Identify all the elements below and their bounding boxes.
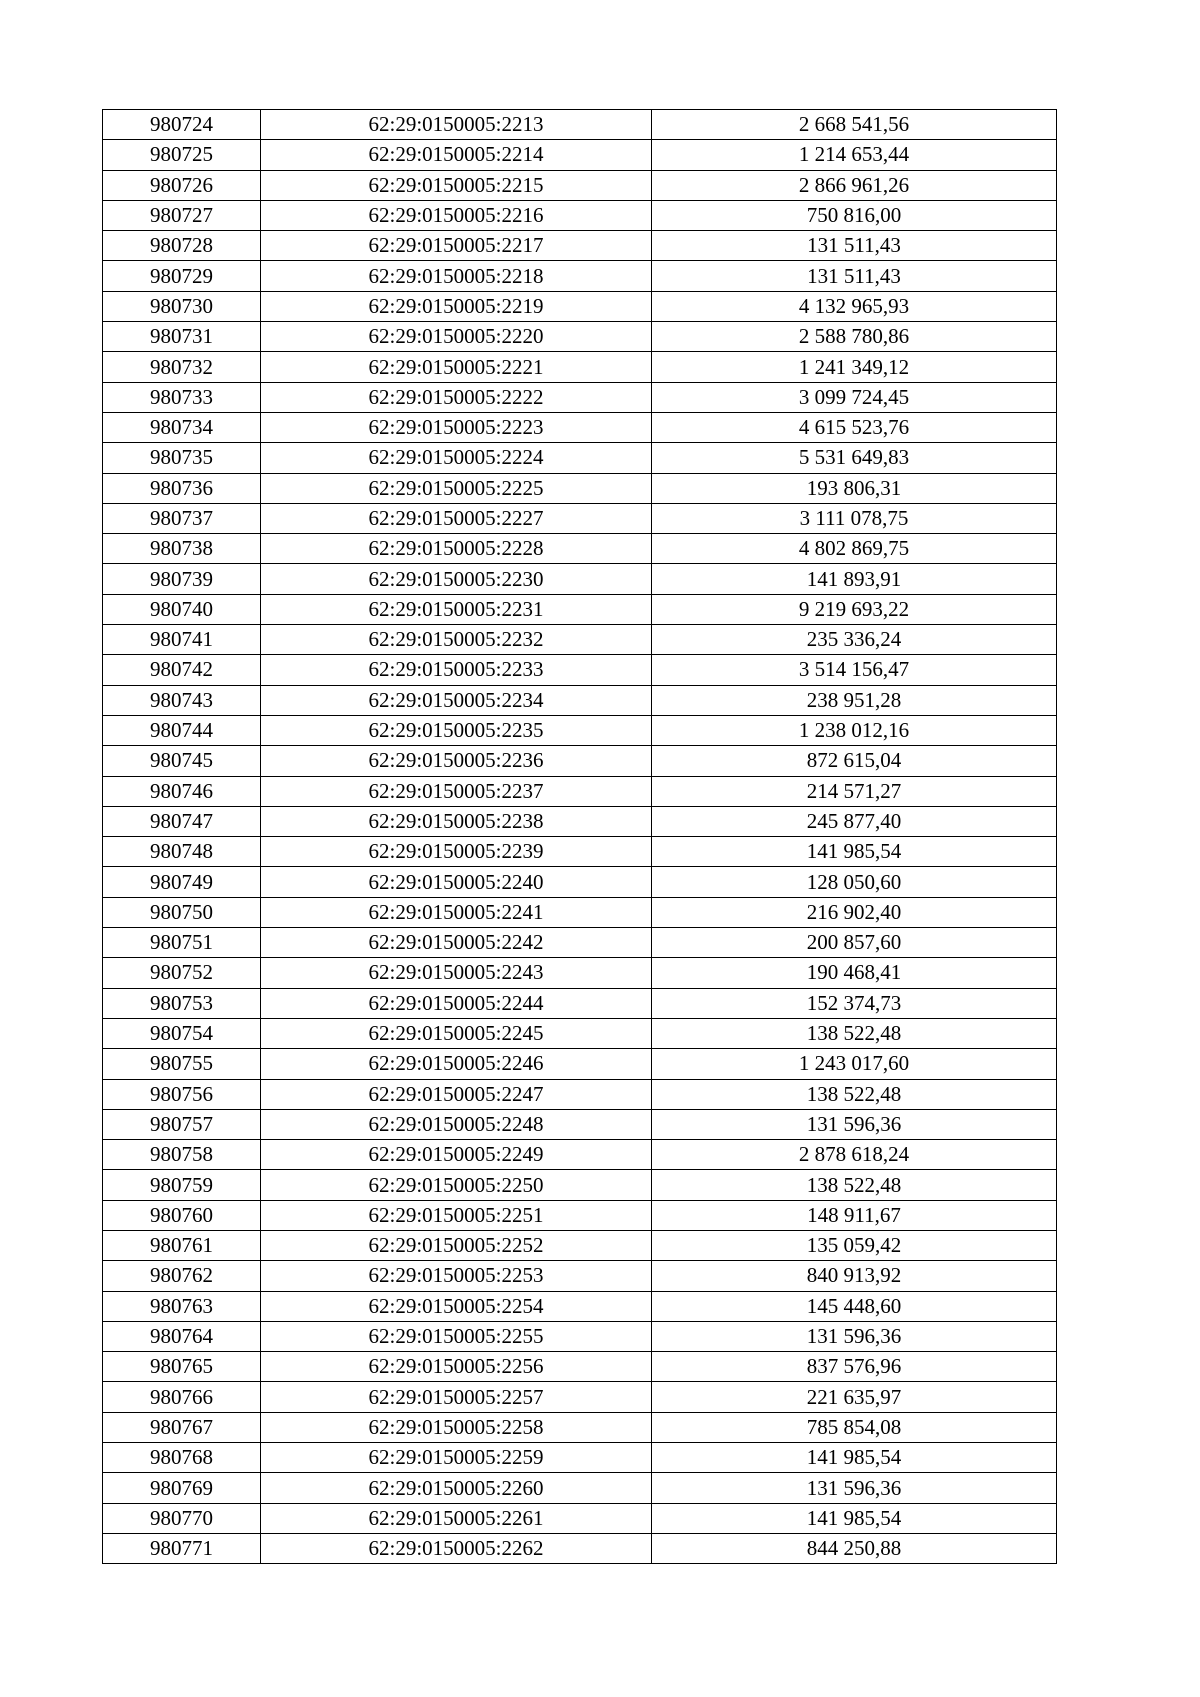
table-row	[103, 443, 1057, 473]
cadastral-value-cell: 128 050,60	[652, 867, 1057, 897]
row-number-cell: 980755	[103, 1049, 261, 1079]
table-row	[103, 1140, 1057, 1170]
cadastral-value-cell: 141 985,54	[652, 1443, 1057, 1473]
cadastral-number-cell: 62:29:0150005:2241	[261, 897, 652, 927]
cadastral-number-cell: 62:29:0150005:2238	[261, 806, 652, 836]
cadastral-number-cell: 62:29:0150005:2256	[261, 1352, 652, 1382]
cadastral-number-cell: 62:29:0150005:2224	[261, 443, 652, 473]
cadastral-number-cell: 62:29:0150005:2252	[261, 1230, 652, 1260]
row-number-cell: 980771	[103, 1533, 261, 1563]
table-row	[103, 1109, 1057, 1139]
cadastral-number-cell: 62:29:0150005:2245	[261, 1018, 652, 1048]
cadastral-number-cell: 62:29:0150005:2214	[261, 140, 652, 170]
table-row	[103, 1170, 1057, 1200]
table-row	[103, 1079, 1057, 1109]
table-row	[103, 806, 1057, 836]
cadastral-number-cell: 62:29:0150005:2259	[261, 1443, 652, 1473]
table-row	[103, 382, 1057, 412]
cadastral-value-cell: 2 668 541,56	[652, 110, 1057, 140]
cadastral-number-cell: 62:29:0150005:2250	[261, 1170, 652, 1200]
cadastral-value-cell: 844 250,88	[652, 1533, 1057, 1563]
cadastral-value-cell: 5 531 649,83	[652, 443, 1057, 473]
cadastral-value-cell: 145 448,60	[652, 1291, 1057, 1321]
row-number-cell: 980737	[103, 503, 261, 533]
cadastral-number-cell: 62:29:0150005:2223	[261, 412, 652, 442]
cadastral-value-cell: 235 336,24	[652, 625, 1057, 655]
table-row	[103, 594, 1057, 624]
row-number-cell: 980724	[103, 110, 261, 140]
cadastral-value-cell: 131 596,36	[652, 1321, 1057, 1351]
cadastral-value-cell: 131 511,43	[652, 231, 1057, 261]
row-number-cell: 980764	[103, 1321, 261, 1351]
cadastral-number-cell: 62:29:0150005:2231	[261, 594, 652, 624]
row-number-cell: 980736	[103, 473, 261, 503]
cadastral-number-cell: 62:29:0150005:2227	[261, 503, 652, 533]
table-row	[103, 746, 1057, 776]
row-number-cell: 980735	[103, 443, 261, 473]
table-row	[103, 412, 1057, 442]
row-number-cell: 980756	[103, 1079, 261, 1109]
table-row	[103, 1291, 1057, 1321]
table-row	[103, 261, 1057, 291]
row-number-cell: 980757	[103, 1109, 261, 1139]
row-number-cell: 980752	[103, 958, 261, 988]
cadastral-number-cell: 62:29:0150005:2244	[261, 988, 652, 1018]
cadastral-value-cell: 238 951,28	[652, 685, 1057, 715]
cadastral-number-cell: 62:29:0150005:2225	[261, 473, 652, 503]
cadastral-value-cell: 138 522,48	[652, 1170, 1057, 1200]
cadastral-number-cell: 62:29:0150005:2262	[261, 1533, 652, 1563]
cadastral-value-cell: 1 241 349,12	[652, 352, 1057, 382]
row-number-cell: 980733	[103, 382, 261, 412]
table-body	[103, 110, 1057, 1564]
table-row	[103, 503, 1057, 533]
cadastral-value-cell: 245 877,40	[652, 806, 1057, 836]
cadastral-value-cell: 214 571,27	[652, 776, 1057, 806]
cadastral-number-cell: 62:29:0150005:2242	[261, 928, 652, 958]
row-number-cell: 980762	[103, 1261, 261, 1291]
row-number-cell: 980738	[103, 534, 261, 564]
table-row	[103, 1261, 1057, 1291]
row-number-cell: 980754	[103, 1018, 261, 1048]
cadastral-value-cell: 3 514 156,47	[652, 655, 1057, 685]
table-row	[103, 170, 1057, 200]
table-row	[103, 200, 1057, 230]
table-row	[103, 958, 1057, 988]
table-row	[103, 1503, 1057, 1533]
cadastral-number-cell: 62:29:0150005:2254	[261, 1291, 652, 1321]
table-row	[103, 1443, 1057, 1473]
table-row	[103, 1412, 1057, 1442]
table-row	[103, 1473, 1057, 1503]
cadastral-number-cell: 62:29:0150005:2249	[261, 1140, 652, 1170]
table-row	[103, 988, 1057, 1018]
table-row	[103, 625, 1057, 655]
row-number-cell: 980743	[103, 685, 261, 715]
cadastral-value-cell: 138 522,48	[652, 1079, 1057, 1109]
cadastral-number-cell: 62:29:0150005:2219	[261, 291, 652, 321]
cadastral-number-cell: 62:29:0150005:2239	[261, 837, 652, 867]
cadastral-number-cell: 62:29:0150005:2255	[261, 1321, 652, 1351]
row-number-cell: 980749	[103, 867, 261, 897]
cadastral-value-cell: 750 816,00	[652, 200, 1057, 230]
cadastral-value-cell: 1 238 012,16	[652, 715, 1057, 745]
row-number-cell: 980766	[103, 1382, 261, 1412]
table-row	[103, 322, 1057, 352]
table-row	[103, 655, 1057, 685]
cadastral-value-cell: 131 596,36	[652, 1109, 1057, 1139]
cadastral-value-cell: 141 985,54	[652, 1503, 1057, 1533]
cadastral-value-cell: 837 576,96	[652, 1352, 1057, 1382]
row-number-cell: 980727	[103, 200, 261, 230]
cadastral-value-cell: 2 878 618,24	[652, 1140, 1057, 1170]
row-number-cell: 980741	[103, 625, 261, 655]
cadastral-value-cell: 785 854,08	[652, 1412, 1057, 1442]
row-number-cell: 980751	[103, 928, 261, 958]
cadastral-value-cell: 1 243 017,60	[652, 1049, 1057, 1079]
cadastral-value-cell: 148 911,67	[652, 1200, 1057, 1230]
cadastral-number-cell: 62:29:0150005:2215	[261, 170, 652, 200]
row-number-cell: 980753	[103, 988, 261, 1018]
row-number-cell: 980734	[103, 412, 261, 442]
cadastral-number-cell: 62:29:0150005:2240	[261, 867, 652, 897]
table-row	[103, 867, 1057, 897]
cadastral-value-cell: 872 615,04	[652, 746, 1057, 776]
cadastral-number-cell: 62:29:0150005:2237	[261, 776, 652, 806]
cadastral-number-cell: 62:29:0150005:2236	[261, 746, 652, 776]
cadastral-value-cell: 190 468,41	[652, 958, 1057, 988]
cadastral-value-cell: 141 985,54	[652, 837, 1057, 867]
cadastral-number-cell: 62:29:0150005:2232	[261, 625, 652, 655]
row-number-cell: 980731	[103, 322, 261, 352]
table-row	[103, 231, 1057, 261]
cadastral-value-cell: 4 615 523,76	[652, 412, 1057, 442]
row-number-cell: 980750	[103, 897, 261, 927]
cadastral-value-cell: 4 132 965,93	[652, 291, 1057, 321]
row-number-cell: 980768	[103, 1443, 261, 1473]
table-row	[103, 715, 1057, 745]
cadastral-number-cell: 62:29:0150005:2216	[261, 200, 652, 230]
row-number-cell: 980758	[103, 1140, 261, 1170]
cadastral-number-cell: 62:29:0150005:2235	[261, 715, 652, 745]
row-number-cell: 980740	[103, 594, 261, 624]
cadastral-value-cell: 4 802 869,75	[652, 534, 1057, 564]
table-row	[103, 110, 1057, 140]
table-row	[103, 1533, 1057, 1563]
row-number-cell: 980745	[103, 746, 261, 776]
row-number-cell: 980726	[103, 170, 261, 200]
cadastral-value-cell: 1 214 653,44	[652, 140, 1057, 170]
table-row	[103, 473, 1057, 503]
cadastral-value-cell: 9 219 693,22	[652, 594, 1057, 624]
row-number-cell: 980746	[103, 776, 261, 806]
cadastral-number-cell: 62:29:0150005:2257	[261, 1382, 652, 1412]
cadastral-value-cell: 131 511,43	[652, 261, 1057, 291]
cadastral-number-cell: 62:29:0150005:2233	[261, 655, 652, 685]
row-number-cell: 980725	[103, 140, 261, 170]
row-number-cell: 980728	[103, 231, 261, 261]
row-number-cell: 980763	[103, 1291, 261, 1321]
row-number-cell: 980760	[103, 1200, 261, 1230]
row-number-cell: 980767	[103, 1412, 261, 1442]
cadastral-number-cell: 62:29:0150005:2248	[261, 1109, 652, 1139]
row-number-cell: 980769	[103, 1473, 261, 1503]
table-row	[103, 1200, 1057, 1230]
table-row	[103, 352, 1057, 382]
cadastral-number-cell: 62:29:0150005:2220	[261, 322, 652, 352]
cadastral-number-cell: 62:29:0150005:2222	[261, 382, 652, 412]
table-row	[103, 1382, 1057, 1412]
table-row	[103, 837, 1057, 867]
row-number-cell: 980742	[103, 655, 261, 685]
cadastral-number-cell: 62:29:0150005:2230	[261, 564, 652, 594]
cadastral-number-cell: 62:29:0150005:2234	[261, 685, 652, 715]
table-row	[103, 1352, 1057, 1382]
row-number-cell: 980770	[103, 1503, 261, 1533]
table-row	[103, 776, 1057, 806]
table-row	[103, 1230, 1057, 1260]
cadastral-number-cell: 62:29:0150005:2260	[261, 1473, 652, 1503]
cadastral-number-cell: 62:29:0150005:2228	[261, 534, 652, 564]
row-number-cell: 980730	[103, 291, 261, 321]
cadastral-value-cell: 138 522,48	[652, 1018, 1057, 1048]
row-number-cell: 980761	[103, 1230, 261, 1260]
cadastral-number-cell: 62:29:0150005:2251	[261, 1200, 652, 1230]
cadastral-number-cell: 62:29:0150005:2243	[261, 958, 652, 988]
cadastral-number-cell: 62:29:0150005:2246	[261, 1049, 652, 1079]
cadastral-number-cell: 62:29:0150005:2218	[261, 261, 652, 291]
table-row	[103, 291, 1057, 321]
table-row	[103, 685, 1057, 715]
row-number-cell: 980729	[103, 261, 261, 291]
cadastral-value-cell: 840 913,92	[652, 1261, 1057, 1291]
row-number-cell: 980732	[103, 352, 261, 382]
row-number-cell: 980759	[103, 1170, 261, 1200]
cadastral-number-cell: 62:29:0150005:2213	[261, 110, 652, 140]
cadastral-value-cell: 221 635,97	[652, 1382, 1057, 1412]
cadastral-value-cell: 200 857,60	[652, 928, 1057, 958]
cadastral-number-cell: 62:29:0150005:2253	[261, 1261, 652, 1291]
row-number-cell: 980748	[103, 837, 261, 867]
row-number-cell: 980747	[103, 806, 261, 836]
cadastral-value-cell: 141 893,91	[652, 564, 1057, 594]
table-row	[103, 897, 1057, 927]
cadastral-value-cell: 216 902,40	[652, 897, 1057, 927]
table-row	[103, 1321, 1057, 1351]
cadastral-value-cell: 135 059,42	[652, 1230, 1057, 1260]
cadastral-value-cell: 2 588 780,86	[652, 322, 1057, 352]
cadastral-number-cell: 62:29:0150005:2217	[261, 231, 652, 261]
table-row	[103, 1049, 1057, 1079]
table-row	[103, 928, 1057, 958]
cadastral-number-cell: 62:29:0150005:2247	[261, 1079, 652, 1109]
cadastral-value-cell: 3 099 724,45	[652, 382, 1057, 412]
cadastral-value-cell: 193 806,31	[652, 473, 1057, 503]
cadastral-value-cell: 3 111 078,75	[652, 503, 1057, 533]
table-row	[103, 1018, 1057, 1048]
cadastral-number-cell: 62:29:0150005:2258	[261, 1412, 652, 1442]
table-row	[103, 140, 1057, 170]
cadastral-value-table	[102, 109, 1057, 1564]
cadastral-value-cell: 2 866 961,26	[652, 170, 1057, 200]
cadastral-number-cell: 62:29:0150005:2221	[261, 352, 652, 382]
row-number-cell: 980744	[103, 715, 261, 745]
cadastral-value-cell: 131 596,36	[652, 1473, 1057, 1503]
table-row	[103, 534, 1057, 564]
cadastral-number-cell: 62:29:0150005:2261	[261, 1503, 652, 1533]
row-number-cell: 980765	[103, 1352, 261, 1382]
cadastral-value-cell: 152 374,73	[652, 988, 1057, 1018]
row-number-cell: 980739	[103, 564, 261, 594]
table-row	[103, 564, 1057, 594]
